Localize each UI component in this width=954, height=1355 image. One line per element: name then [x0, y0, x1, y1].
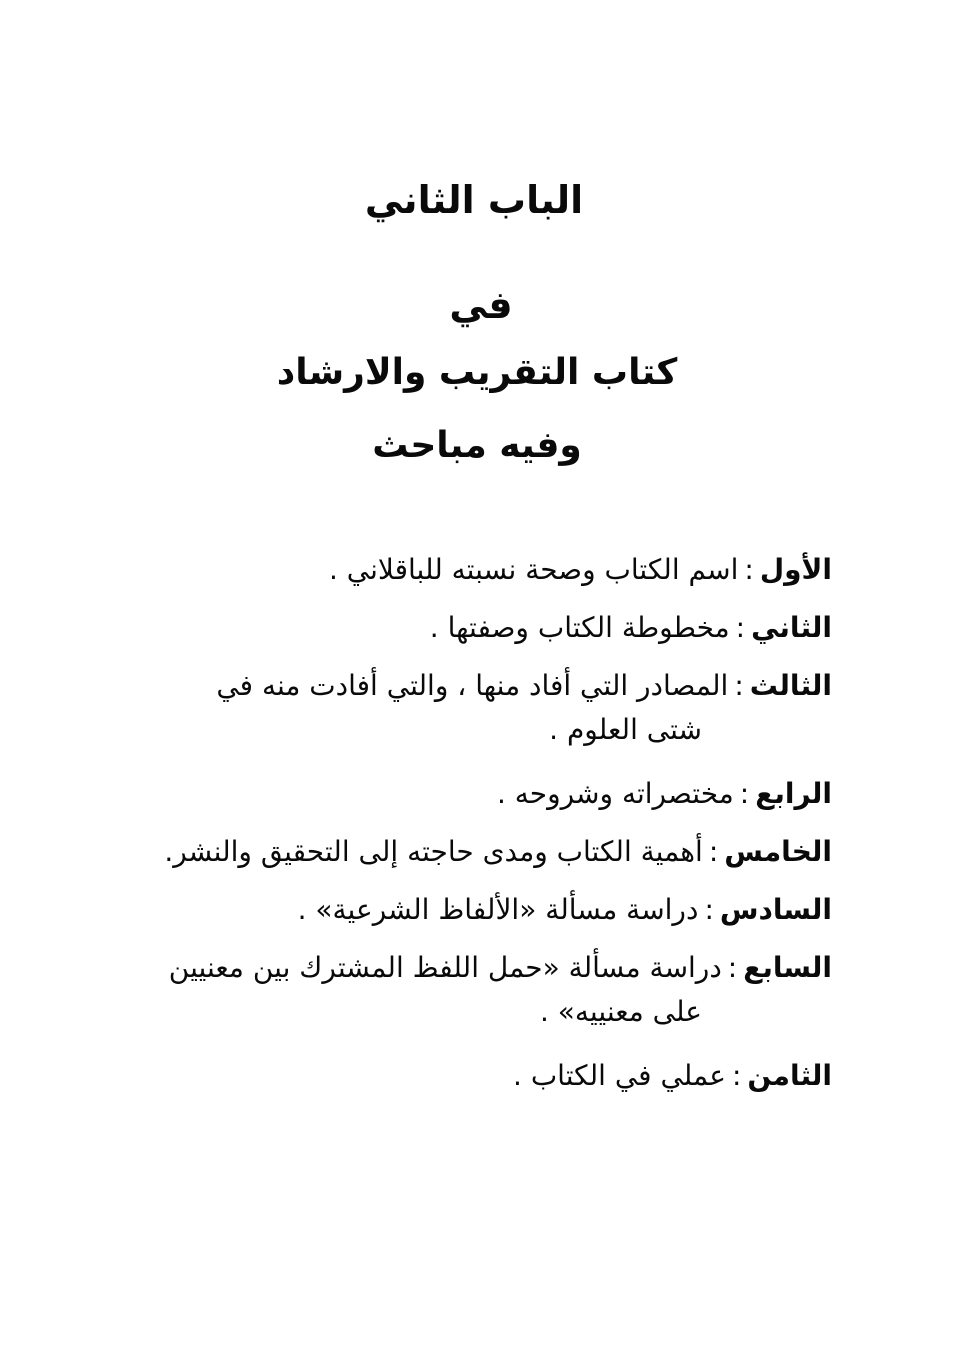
section-text-continuation: على معنييه» . — [539, 995, 702, 1028]
section-colon: : — [739, 777, 750, 810]
section-item — [169, 946, 832, 1034]
section-label: السابع — [743, 951, 832, 984]
section-colon: : — [744, 553, 754, 586]
section-text: مختصراته وشروحه . — [496, 777, 734, 810]
section-label: الثاني — [751, 611, 832, 644]
section-label: الثالث — [749, 669, 832, 702]
section-item — [497, 772, 832, 816]
chapter-sections-intro: وفيه مباحث — [372, 425, 582, 466]
section-label: الخامس — [724, 835, 832, 868]
section-text: أهمية الكتاب ومدى حاجته إلى التحقيق والنشر. — [164, 835, 703, 868]
section-colon: : — [731, 1059, 742, 1092]
section-text-continuation: شتى العلوم . — [549, 713, 702, 746]
section-label: الثامن — [747, 1059, 832, 1092]
section-text: دراسة مسألة «حمل اللفظ المشترك بين معنيين — [168, 951, 722, 984]
section-colon: : — [727, 951, 738, 984]
chapter-subject: كتاب التقريب والارشاد — [276, 352, 678, 393]
section-item — [298, 888, 832, 932]
section-text: دراسة مسألة «الألفاظ الشرعية» . — [297, 893, 699, 926]
section-item — [216, 664, 832, 752]
section-text: عملي في الكتاب . — [513, 1059, 726, 1092]
section-label: الأول — [759, 553, 832, 586]
chapter-preposition: في — [449, 283, 513, 327]
section-colon: : — [735, 611, 746, 644]
section-label: الرابع — [755, 777, 832, 810]
section-colon: : — [704, 893, 714, 926]
chapter-title: الباب الثاني — [364, 178, 584, 222]
section-item — [430, 606, 832, 650]
section-item — [164, 830, 832, 874]
section-text: اسم الكتاب وصحة نسبته للباقلاني . — [328, 553, 739, 586]
section-label: السادس — [719, 893, 832, 926]
section-text: المصادر التي أفاد منها ، والتي أفادت منه في — [216, 669, 729, 702]
section-colon: : — [734, 669, 744, 702]
section-item — [513, 1054, 832, 1098]
section-colon: : — [708, 835, 719, 868]
section-item — [329, 548, 832, 592]
section-text: مخطوطة الكتاب وصفتها . — [429, 611, 730, 644]
